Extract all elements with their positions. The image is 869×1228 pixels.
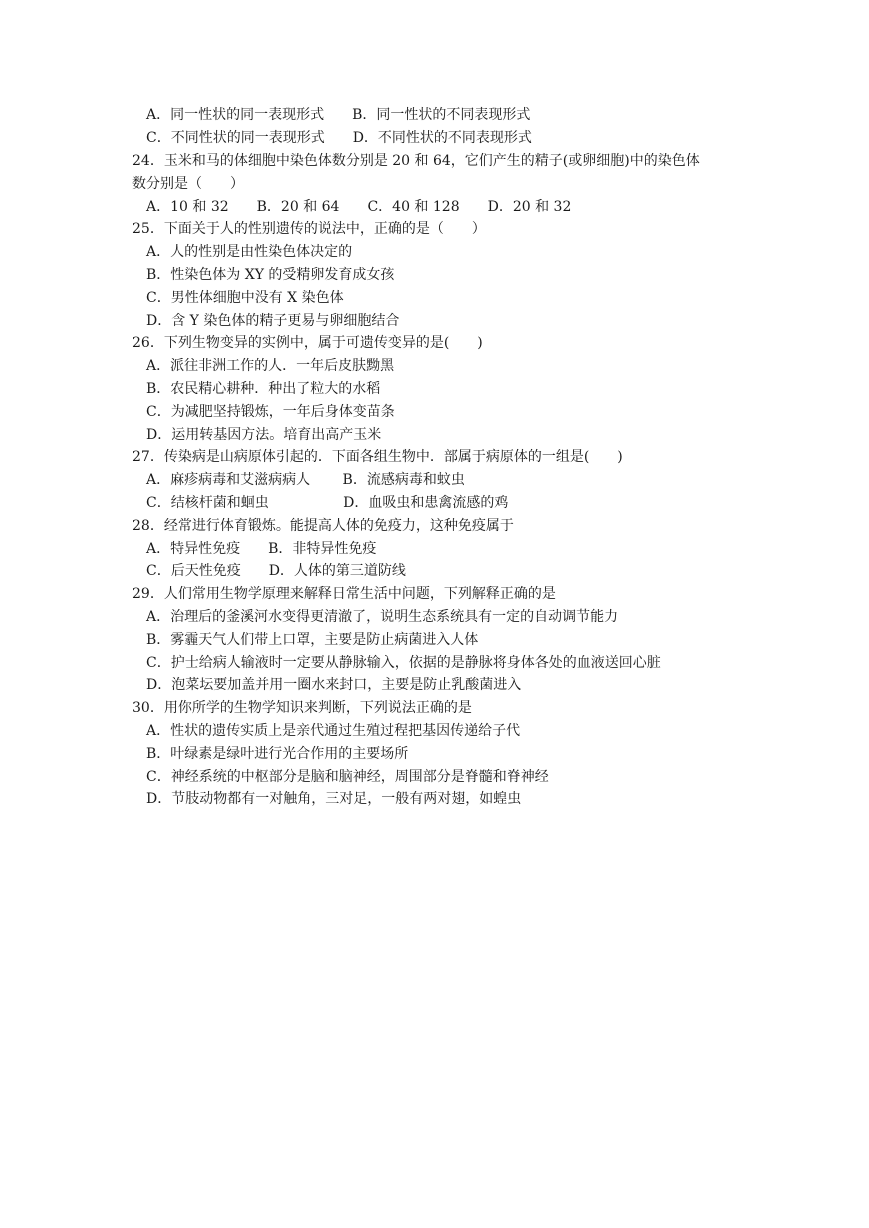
q23-options-ab: A．同一性状的同一表现形式 B．同一性状的不同表现形式 (146, 107, 531, 123)
q30-option-a: A．性状的遗传实质上是亲代通过生殖过程把基因传递给子代 (146, 723, 521, 739)
q25-option-b: B．性染色体为 XY 的受精卵发育成女孩 (146, 267, 395, 283)
q25-option-c: C．男性体细胞中没有 X 染色体 (146, 290, 344, 306)
q24-stem: 24．玉米和马的体细胞中染色体数分别是 20 和 64，它们产生的精子(或卵细胞)中的染色体 (132, 153, 700, 169)
q25-option-a: A．人的性别是由性染色体决定的 (146, 244, 353, 260)
q26-option-b: B．农民精心耕种．种出了粒大的水稻 (146, 381, 381, 397)
q29-option-d: D．泡菜坛要加盖并用一圈水来封口，主要是防止乳酸菌进入 (146, 677, 522, 693)
q29-option-c: C．护士给病人输液时一定要从静脉输入，依据的是静脉将身体各处的血液送回心脏 (146, 655, 661, 671)
q24-options: A．10 和 32 B．20 和 64 C．40 和 128 D．20 和 32 (146, 199, 572, 215)
q27-stem: 27．传染病是山病原体引起的．下面各组生物中．部属于病原体的一组是( ) (132, 449, 623, 465)
q26-stem: 26．下列生物变异的实例中，属于可遗传变异的是( ) (132, 335, 483, 351)
q30-option-d: D．节肢动物都有一对触角，三对足，一般有两对翅，如蝗虫 (146, 791, 522, 807)
q28-stem: 28．经常进行体育锻炼。能提高人体的免疫力，这种免疫属于 (132, 518, 514, 534)
q30-stem: 30．用你所学的生物学知识来判断，下列说法正确的是 (132, 700, 472, 716)
q27-options-cd: C．结核杆菌和蛔虫 D．血吸虫和患禽流感的鸡 (146, 495, 509, 511)
q25-stem: 25．下面关于人的性别遗传的说法中，正确的是（ ） (132, 221, 486, 237)
q24-stem-cont: 数分别是（ ） (132, 176, 244, 192)
q23-options-cd: C．不同性状的同一表现形式 D．不同性状的不同表现形式 (146, 130, 532, 146)
q26-option-a: A．派往非洲工作的人．一年后皮肤黝黑 (146, 358, 395, 374)
q27-options-ab: A．麻疹病毒和艾滋病病人 B．流感病毒和蚊虫 (146, 472, 465, 488)
q30-option-b: B．叶绿素是绿叶进行光合作用的主要场所 (146, 746, 409, 762)
q30-option-c: C．神经系统的中枢部分是脑和脑神经，周围部分是脊髓和脊神经 (146, 769, 549, 785)
q29-stem: 29．人们常用生物学原理来解释日常生活中问题，下列解释正确的是 (132, 586, 556, 602)
q28-options-cd: C．后天性免疫 D．人体的第三道防线 (146, 563, 406, 579)
q26-option-c: C．为减肥坚持锻炼，一年后身体变苗条 (146, 404, 395, 420)
q25-option-d: D．含 Y 染色体的精子更易与卵细胞结合 (146, 313, 400, 329)
q28-options-ab: A．特异性免疫 B．非特异性免疫 (146, 541, 377, 557)
q29-option-a: A．治理后的釜溪河水变得更清澈了，说明生态系统具有一定的自动调节能力 (146, 609, 619, 625)
q26-option-d: D．运用转基因方法。培育出高产玉米 (146, 427, 382, 443)
q29-option-b: B．雾霾天气人们带上口罩，主要是防止病菌进入人体 (146, 632, 479, 648)
